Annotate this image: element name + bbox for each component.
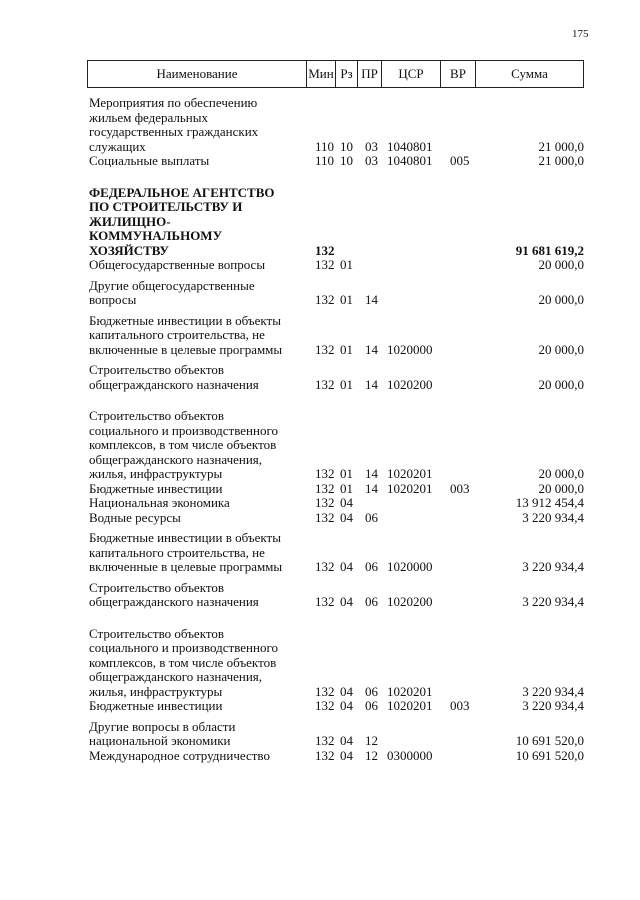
row-min: 132 [315, 341, 335, 357]
row-rz: 04 [340, 733, 353, 748]
row-vr: 005 [450, 153, 470, 168]
row-vr: 003 [450, 698, 470, 713]
header-name: Наименование [88, 61, 307, 87]
row-min: 132 [315, 698, 335, 713]
row-rz: 04 [340, 698, 353, 713]
row-sum: 20 000,0 [538, 341, 584, 357]
table-row [89, 627, 584, 700]
row-csr: 1020201 [387, 683, 433, 699]
row-sum: 20 000,0 [538, 257, 584, 272]
table-row [89, 699, 584, 714]
header-sum: Сумма [511, 66, 548, 81]
row-pr: 14 [365, 480, 378, 496]
row-min: 110 [315, 138, 335, 154]
table-row [89, 96, 584, 154]
row-min: 132 [315, 509, 335, 525]
header-vr: ВР [441, 61, 476, 87]
row-rz: 01 [340, 466, 353, 481]
table-row [89, 363, 584, 392]
table-header [87, 60, 584, 88]
row-pr: 06 [365, 559, 378, 574]
row-sum: 3 220 934,4 [522, 683, 584, 699]
row-min: 132 [315, 257, 335, 272]
row-min: 132 [315, 733, 335, 748]
row-sum: 10 691 520,0 [515, 747, 584, 763]
header-csr: ЦСР [382, 61, 441, 87]
row-pr: 14 [365, 341, 378, 357]
row-name: Бюджетные инвестиции [89, 698, 223, 713]
row-rz: 01 [340, 480, 353, 496]
row-sum: 3 220 934,4 [522, 698, 584, 713]
row-min: 110 [315, 153, 335, 168]
row-csr: 1020000 [387, 559, 433, 574]
row-csr: 1020201 [387, 698, 433, 713]
row-pr: 03 [365, 138, 378, 154]
row-pr: 03 [365, 153, 378, 168]
table-row [89, 496, 584, 511]
row-rz: 04 [340, 509, 353, 525]
row-sum: 3 220 934,4 [522, 594, 584, 609]
row-rz: 10 [340, 153, 353, 168]
row-sum: 20 000,0 [538, 376, 584, 392]
table-row [89, 409, 584, 482]
header-min: Мин [307, 61, 336, 87]
row-sum: 13 912 454,4 [515, 495, 584, 510]
row-name: Бюджетные инвестиции в объекты капитального строительства, не включенные в целевые программы [89, 530, 283, 574]
row-rz: 04 [340, 683, 353, 699]
row-name: Бюджетные инвестиции [89, 480, 223, 496]
row-csr: 0300000 [387, 747, 433, 763]
row-name: Общегосударственные вопросы [89, 257, 266, 272]
table-row [89, 581, 584, 610]
row-csr: 1020201 [387, 480, 433, 496]
row-sum: 91 681 619,2 [515, 242, 584, 258]
row-csr: 1020000 [387, 341, 433, 357]
table-row-agency [89, 186, 584, 259]
row-sum: 3 220 934,4 [522, 559, 584, 574]
row-min: 132 [315, 594, 335, 609]
row-name: Международное сотрудничество [89, 747, 270, 763]
row-name: Другие вопросы в области национальной экономики [89, 718, 236, 748]
row-pr: 06 [365, 698, 378, 713]
row-csr: 1020201 [387, 466, 433, 481]
row-name: Бюджетные инвестиции в объекты капитального строительства, не включенные в целевые программы [89, 312, 283, 357]
row-pr: 12 [365, 733, 378, 748]
table-row [89, 720, 584, 749]
table-row [89, 154, 584, 169]
row-name: Социальные выплаты [89, 153, 210, 168]
row-min: 132 [315, 376, 335, 392]
row-min: 132 [315, 559, 335, 574]
page-number: 175 [572, 28, 589, 40]
row-min: 132 [315, 747, 335, 763]
header-rz: Рз [336, 61, 358, 87]
row-name: Мероприятия по обеспечению жильем федеральных государственных гражданских служащих [89, 95, 259, 154]
row-vr: 003 [450, 480, 470, 496]
row-pr: 06 [365, 683, 378, 699]
row-csr: 1040801 [387, 153, 433, 168]
row-pr: 12 [365, 747, 378, 763]
row-name: Национальная экономика [89, 495, 230, 510]
row-name: Строительство объектов социального и производственного комплексов, в том числе объектов общегражданского назначения, жилья, инфраструктуры [89, 625, 278, 699]
row-csr: 1020200 [387, 594, 433, 609]
row-sum: 20 000,0 [538, 292, 584, 307]
row-rz: 04 [340, 594, 353, 609]
row-rz: 04 [340, 747, 353, 763]
row-pr: 06 [365, 594, 378, 609]
row-name: ФЕДЕРАЛЬНОЕ АГЕНТСТВО ПО СТРОИТЕЛЬСТВУ И ЖИЛИЩНО- КОММУНАЛЬНОМУ ХОЗЯЙСТВУ [89, 184, 275, 258]
row-name: Строительство объектов общегражданского назначения [89, 362, 259, 392]
row-min: 132 [315, 480, 335, 496]
row-sum: 3 220 934,4 [522, 509, 584, 525]
table-row [89, 749, 584, 764]
table-row [89, 511, 584, 526]
row-pr: 14 [365, 292, 378, 307]
row-sum: 10 691 520,0 [515, 733, 584, 748]
row-name: Строительство объектов общегражданского назначения [89, 579, 259, 609]
row-csr: 1040801 [387, 138, 433, 154]
table-body [89, 96, 584, 763]
row-pr: 06 [365, 509, 378, 525]
row-rz: 01 [340, 341, 353, 357]
row-sum: 21 000,0 [538, 138, 584, 154]
row-pr: 14 [365, 376, 378, 392]
table-row [89, 314, 584, 358]
row-pr: 14 [365, 466, 378, 481]
row-rz: 01 [340, 257, 353, 272]
row-rz: 04 [340, 495, 353, 510]
row-min: 132 [315, 683, 335, 699]
table-row [89, 258, 584, 273]
table-row [89, 482, 584, 497]
row-sum: 20 000,0 [538, 480, 584, 496]
row-sum: 21 000,0 [538, 153, 584, 168]
row-name: Другие общегосударственные вопросы [89, 277, 255, 307]
table-row [89, 279, 584, 308]
row-name: Водные ресурсы [89, 509, 181, 525]
row-rz: 04 [340, 559, 353, 574]
row-min: 132 [315, 242, 335, 258]
row-name: Строительство объектов социального и производственного комплексов, в том числе объектов общегражданского назначения, жилья, инфраструктуры [89, 408, 278, 481]
table-row [89, 531, 584, 575]
row-rz: 10 [340, 138, 353, 154]
row-min: 132 [315, 292, 335, 307]
row-min: 132 [315, 495, 335, 510]
header-pr: ПР [358, 61, 382, 87]
row-rz: 01 [340, 376, 353, 392]
row-csr: 1020200 [387, 376, 433, 392]
row-rz: 01 [340, 292, 353, 307]
row-min: 132 [315, 466, 335, 481]
row-sum: 20 000,0 [538, 466, 584, 481]
